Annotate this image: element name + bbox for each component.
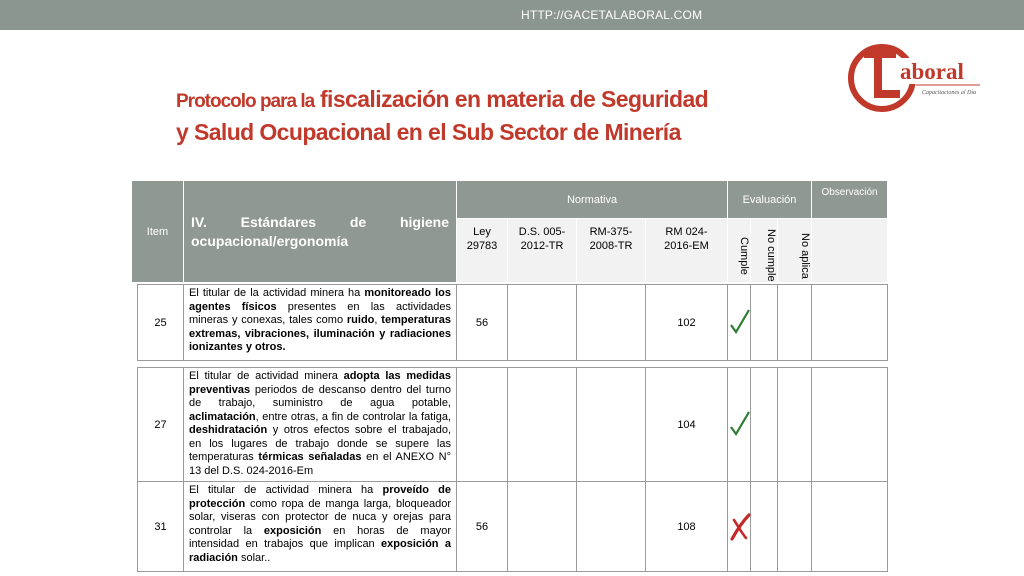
description-run: temperaturas extremas, vibraciones, iluminación y radiaciones ionizantes y otros. <box>189 314 451 353</box>
col-no-aplica: No aplica <box>778 219 812 283</box>
description-run: solar.. <box>237 551 271 564</box>
description-run: en el ANEXO N° 13 del D.S. 024-2016-Em <box>189 451 451 477</box>
cumple-cell[interactable] <box>728 482 751 572</box>
table-row <box>138 368 888 482</box>
cross-icon <box>728 512 751 542</box>
ley-value <box>457 368 508 482</box>
section-title: IV. Estándares de higiene ocupacional/ergonomía <box>184 181 457 283</box>
rm375-value <box>577 368 646 482</box>
page-title <box>176 84 816 148</box>
cumple-cell[interactable] <box>728 368 751 482</box>
observacion-cell[interactable] <box>812 368 888 482</box>
rm024-value: 102 <box>646 285 728 361</box>
title-prefix: Protocolo para la <box>176 91 315 112</box>
svg-text:Capacitaciones al Día: Capacitaciones al Día <box>922 90 976 96</box>
ley-value: 56 <box>457 285 508 361</box>
description-run: aclimatación <box>189 410 256 423</box>
description-run: ruido <box>346 314 375 326</box>
no-cumple-cell[interactable] <box>751 368 778 482</box>
observacion-cell[interactable] <box>812 285 888 361</box>
item-header: Item <box>132 181 184 283</box>
table-header <box>131 180 888 283</box>
ds005-value <box>508 368 577 482</box>
description-run: , <box>374 314 382 326</box>
description-run: El titular de actividad minera ha <box>189 484 383 496</box>
title-line2: y Salud Ocupacional en el Sub Sector de Minería <box>176 119 681 145</box>
rm375-value <box>577 285 646 361</box>
description-run: proveído de protección <box>189 484 452 510</box>
no-cumple-cell[interactable] <box>751 482 778 572</box>
description-run: adopta las medidas preventivas <box>189 370 451 396</box>
no-aplica-cell[interactable] <box>778 285 812 361</box>
observacion-cell[interactable] <box>812 482 888 572</box>
col-rm024: RM 024-2016-EM <box>646 219 728 283</box>
svg-text:aboral: aboral <box>900 59 964 84</box>
row-description <box>184 285 457 361</box>
rm024-value: 104 <box>646 368 728 482</box>
description-run: como ropa de manga larga, bloqueador solar, viseras con protector de nuca y orejas para controlar la <box>189 497 451 537</box>
cumple-cell[interactable] <box>728 285 751 361</box>
check-icon <box>728 308 751 338</box>
no-aplica-cell[interactable] <box>778 482 812 572</box>
description-run: , entre otras, a fin de controlar la fatiga, <box>255 410 451 423</box>
item-number: 27 <box>138 368 184 482</box>
laboral-logo <box>846 42 986 114</box>
description-run: presentes en las actividades mineras y conexas, tales como <box>189 300 451 326</box>
description-run: El titular de actividad minera <box>189 370 344 382</box>
no-cumple-cell[interactable] <box>751 285 778 361</box>
no-aplica-cell[interactable] <box>778 368 812 482</box>
site-url[interactable]: HTTP://GACETALABORAL.COM <box>521 8 703 22</box>
col-no-cumple: No cumple <box>751 219 778 283</box>
item-number: 25 <box>138 285 184 361</box>
rm375-value <box>577 482 646 572</box>
normativa-header: Normativa <box>457 181 728 219</box>
description-run: en horas de mayor intensidad en trabajos que implican <box>189 524 451 550</box>
title-line1: fiscalización en materia de Seguridad <box>314 86 709 112</box>
col-cumple: Cumple <box>728 219 751 283</box>
col-ds005: D.S. 005-2012-TR <box>508 219 577 283</box>
description-run: El titular de la actividad minera ha <box>189 287 365 299</box>
table-row <box>138 482 888 572</box>
row-description-text <box>189 370 451 478</box>
rm024-value: 108 <box>646 482 728 572</box>
evaluacion-header: Evaluación <box>728 181 812 219</box>
description-run: exposición <box>263 524 322 537</box>
check-icon <box>728 410 751 440</box>
description-run: deshidratación <box>189 424 268 436</box>
ds005-value <box>508 285 577 361</box>
observacion-label: Observación <box>821 187 878 198</box>
description-run: periodos de descanso dentro del turno de trabajo, suministro de agua potable, <box>189 383 451 409</box>
item-number: 31 <box>138 482 184 572</box>
row-description <box>184 482 457 572</box>
row-description <box>184 368 457 482</box>
description-run: y otros efectos sobre el trabajado, en los lugares de trabajo donde se supere las temperaturas <box>189 424 451 463</box>
col-rm375: RM-375-2008-TR <box>577 219 646 283</box>
observacion-header <box>812 181 888 219</box>
table-rows-group <box>137 367 888 572</box>
col-ley: Ley 29783 <box>457 219 508 283</box>
col-observacion <box>812 219 888 283</box>
description-run: monitoreado los agentes físicos <box>189 287 451 313</box>
top-bar <box>0 0 1024 30</box>
description-run: exposición a radiación <box>189 538 451 564</box>
description-run: térmicas señaladas <box>258 451 362 463</box>
ley-value: 56 <box>457 482 508 572</box>
table-row <box>137 284 888 361</box>
ds005-value <box>508 482 577 572</box>
